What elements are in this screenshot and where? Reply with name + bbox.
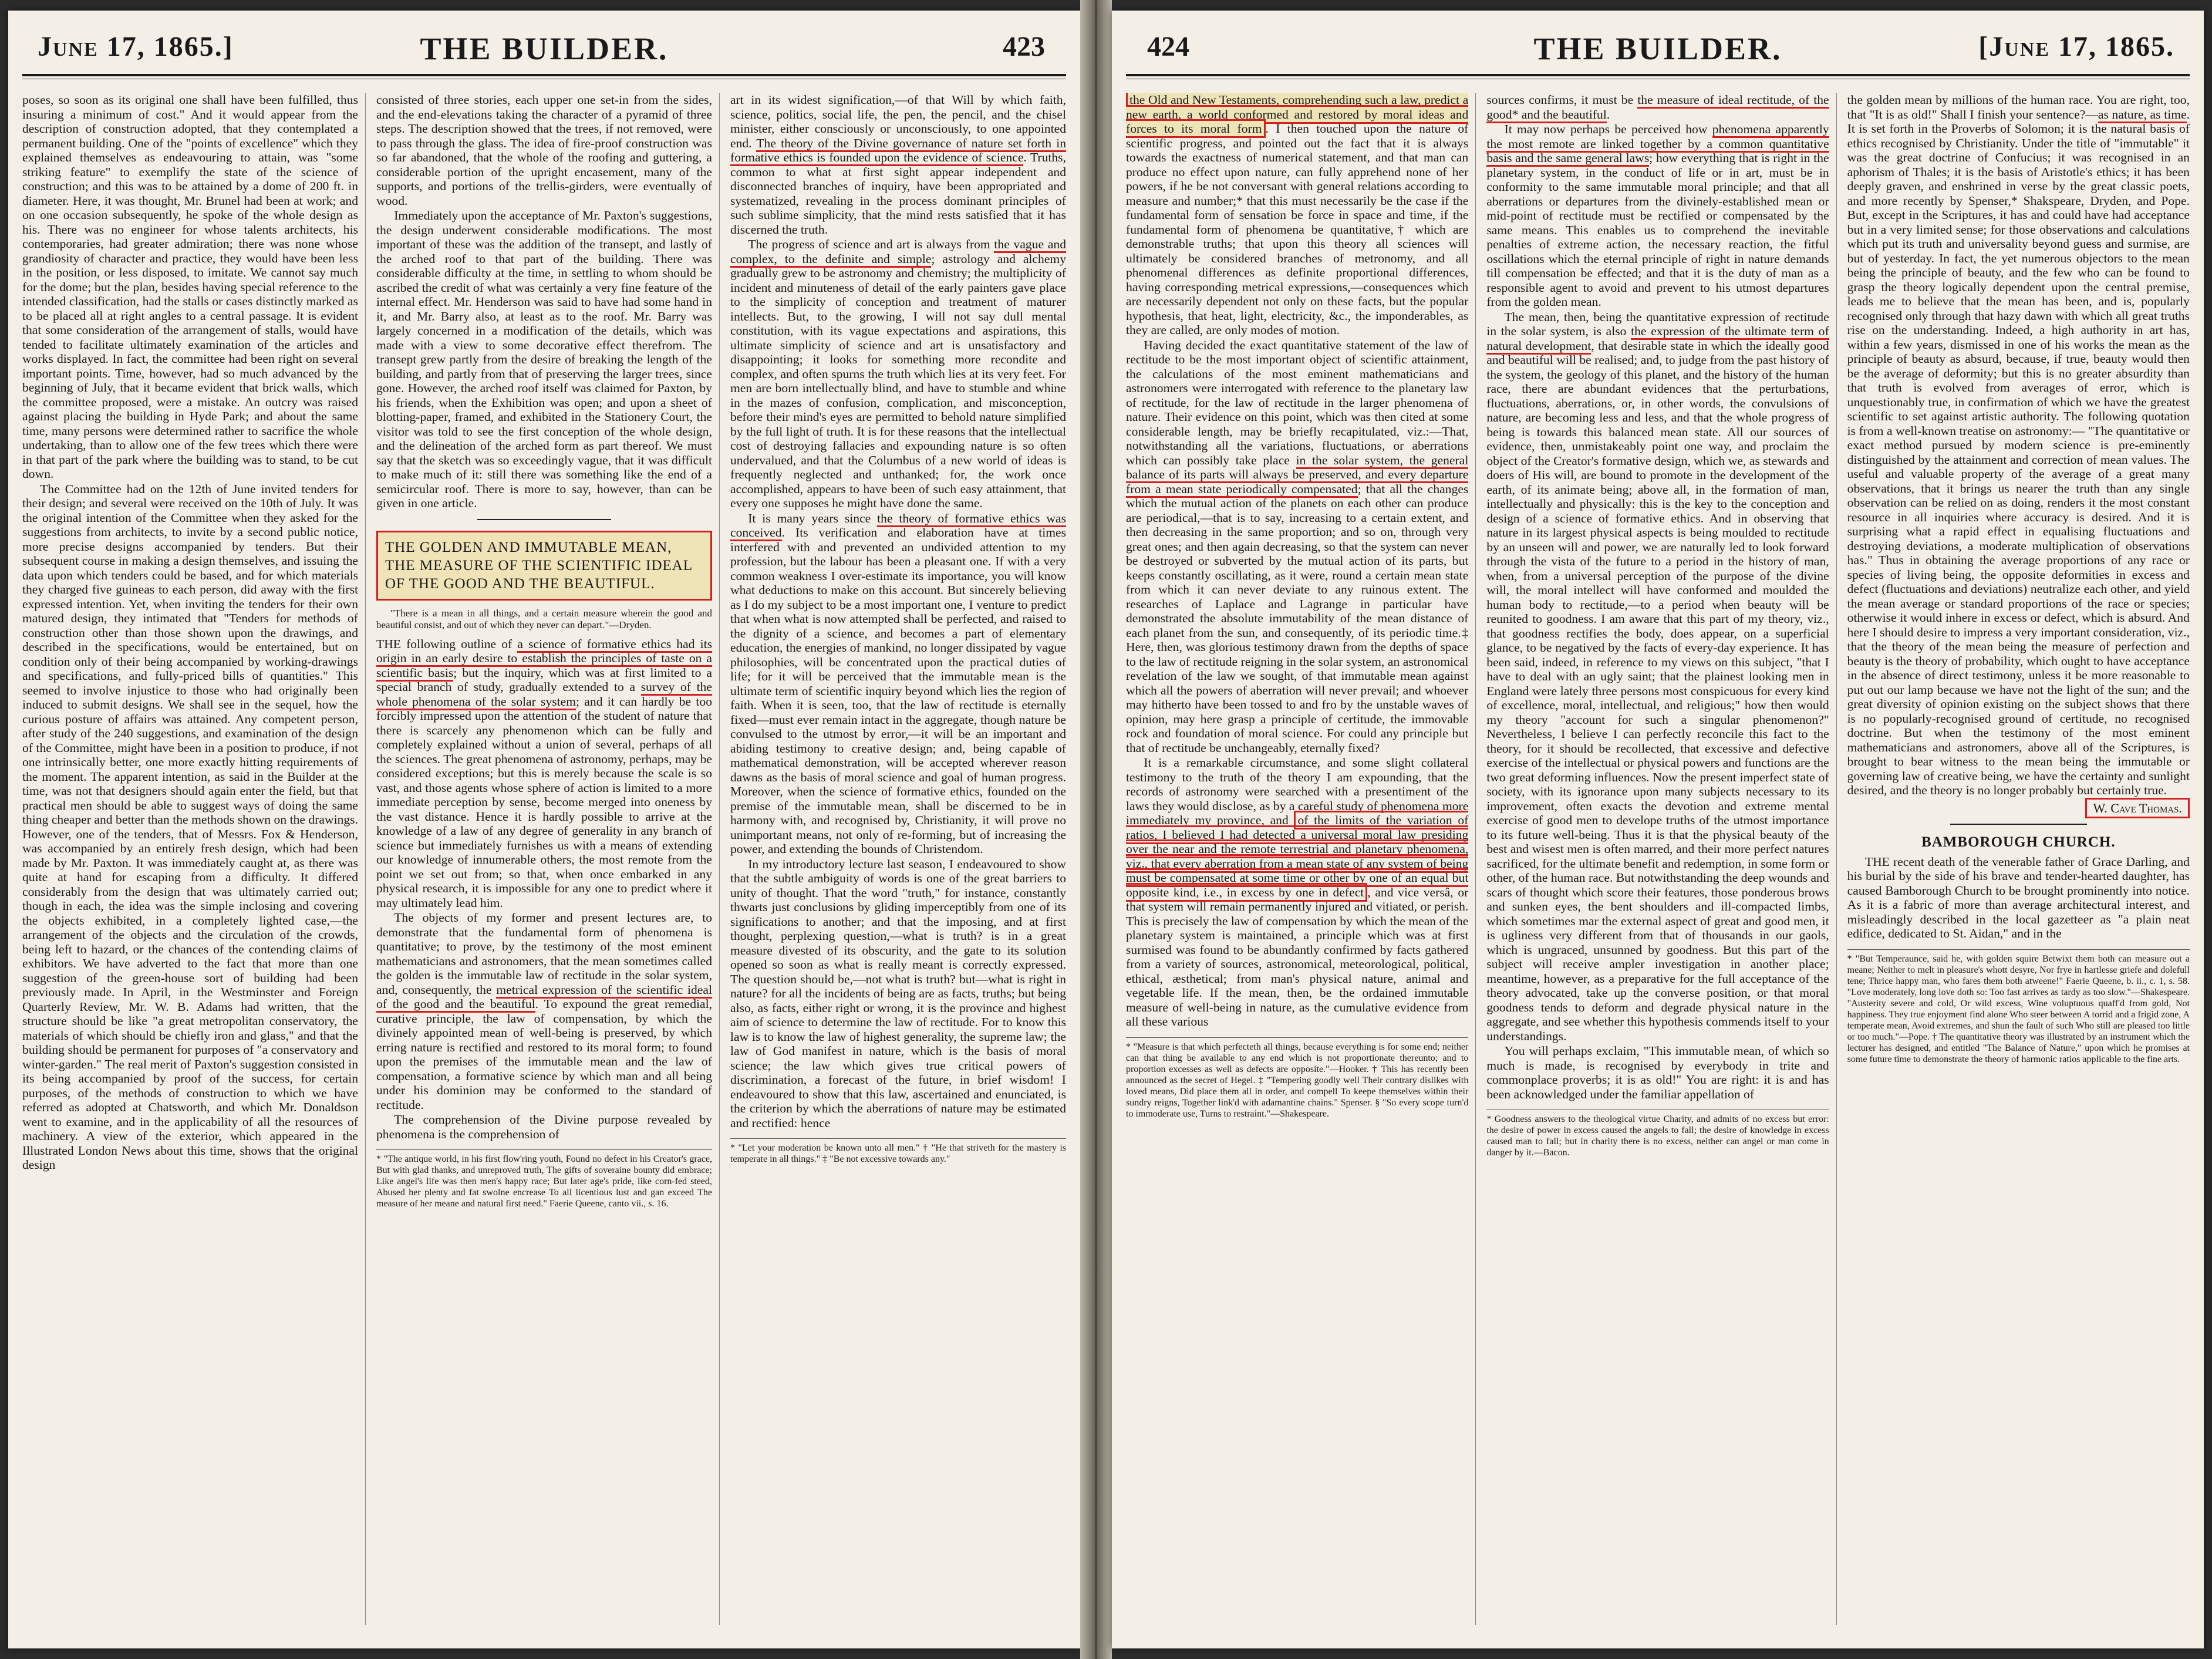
highlight: in the solar system, the general balance of its parts will always be preserved, and every departure from a mean state periodically compensated — [1126, 453, 1468, 498]
highlight: metrical expression of the scientific ideal of the good and the beautiful — [376, 983, 712, 1013]
right-header-rule — [1126, 74, 2190, 76]
paragraph — [1486, 93, 1829, 122]
text: Having decided the exact quantitative statement of the law of rectitude to be the most important object of scientific attainment, the calculations of the most eminent mathematicians and astronomers were interrogated with reference to the planetary law of rectitude, for the law of rectitude in the larger phenomena of nature. Their evidence on this point, which was then cited at some considerable length, may be briefly recapitulated, viz.:—That, notwithstanding all the variations, fluctuations, or aberrations which can possibly take place — [1126, 338, 1469, 467]
left-header-rule — [22, 74, 1066, 76]
right-column-3 — [1847, 93, 2190, 1625]
right-masthead — [1112, 11, 2204, 69]
text: . Its verification and elaboration have at times interfered with and prevented an undivided attention to my profession, but the labour has been a pleasant one. If with a very common weakness I over-estimate its importance, you will know what deductions to make on this account. But sincerely believing as I do my subject to be a most important one, I venture to predict that when what is now attempted shall be perfected, and raised to the dignity of a science, and becomes a part of elementary education, the energies of mankind, no longer dissipated by vague philosophies, will be concentrated upon the practical duties of life; for it will be perceived that the immutable mean is the ultimate term of scientific inquiry beyond which lies the region of faith. When it is seen, too, that the law of rectitude is eternally fixed—must ever remain intact in the aggregate, though nature be convulsed to the utmost by error,—it will be an important and abiding testimony to creative design; and, being capable of mathematical demonstration, will be accepted wherever reason dawns as the basis of moral science and goal of human progress. Moreover, when the science of formative ethics, founded on the premise of the immutable mean, shall be discerned to be in harmony with, and recognised by, Christianity, it will prove no unimportant means, not only of re-forming, but of increasing the power, and extending the bounds of Christendom. — [730, 525, 1066, 856]
separator — [1950, 824, 2087, 825]
text: , that desirable state in which the ideally good and beautiful will be realised; and, to judge from the past history of the system, the geology of this planet, and the history of the human race, there are abundant evidences that the perturbations, fluctuations, aberrations, or, in other words, the convulsions of nature, are becoming less and less, and that the whole progress of being is towards this balanced mean state. All our sources of evidence, then, unmistakeably point one way, and proclaim the object of the Creator's formative design, which we, as stewards and doers of His will, are bound to promote in the development of the earth, of its animate being; above all, in the formation of man, intellectually and physically: this is the key to the conception and design of a science of formative ethics. And in observing that nature in its largest physical aspects is being moulded to rectitude by an unseen will and power, we are naturally led to look forward through the vista of the future to a period in the history of man, when, from a universal perception of the purpose of the divine will, the moral intellect will have conformed and moulded the human body to rectitude,—to a period when beauty will be reunited to goodness. I am aware that this part of my theory, viz., that goodness rectifies the body, does appear, on a superficial glance, to be negatived by the facts of every-day experience. It has been said, indeed, in reference to my views on this subject, "that I have to deal with an ugly saint; that the plainest looking men in England were lately three persons most conspicuous for every kind of excellence, moral, intellectual, and religious;" how then would my theory "account for such a singular phenomenon?" Nevertheless, I believe I can perfectly reconcile this fact to the theory, for it should be recollected, that excessive and defective exercise of the intellectual or physical powers and functions are the two great deforming influences. Now the present imperfect state of society, with its ignorance upon many subjects necessary to its improvement, often exacts the devotion and extreme mental exercise of good men to develope truths of the utmost importance to its future well-being. Thus it is that the physical beauty of the best and wisest men is often marred, and their more perfect natures sacrificed, for the ultimate benefit and redemption, in some form or other, of the human race. But notwithstanding the deep wounds and scars of thought which score their features, those ponderous brows and sunken eyes, the bent shoulders and ill-compacted limbs, which sometimes mar the external aspect of great and good men, it is ugliness very different from that of thousands in our gaols, which is ungraced, unsunned by goodness. But this part of the subject will receive ampler investigation in another place; meantime, however, as a preparative for the full acceptance of the theory advocated, take up the converse position, or that moral goodness tends to deform and degrade physical nature in the aggregate, and see whether this hypothesis commends itself to your understandings. — [1486, 338, 1829, 1043]
text: sources confirms, it must be — [1486, 93, 1638, 107]
right-columns — [1126, 93, 2190, 1625]
paragraph: You will perhaps exclaim, "This immutable mean, of which so much is made, is recognised by everybody in trite and commonplace proverbs; it is as old!" You are right: it is and has been acknowledged under the familiar appellation of — [1486, 1044, 1829, 1101]
left-date: June 17, 1865.] — [38, 31, 234, 62]
footnote: * "Let your moderation be known unto all men." † "He that striveth for the mastery is temperate in all things." ‡ "Be not excessive towards any." — [730, 1138, 1066, 1165]
paragraph — [1847, 93, 2190, 798]
text: It may now perhaps be perceived how — [1504, 122, 1712, 136]
right-column-1 — [1126, 93, 1476, 1625]
second-article-heading: BAMBOROUGH CHURCH. — [1921, 834, 2116, 850]
signature: W. Cave Thomas. — [2085, 798, 2190, 818]
highlight: The theory of the Divine governance of nature set forth in formative ethics is founded upon the evidence of science — [730, 136, 1066, 167]
paragraph — [1126, 756, 1468, 1029]
paragraph: The comprehension of the Divine purpose revealed by phenomena is the comprehension of — [376, 1112, 712, 1141]
left-journal-title: THE BUILDER. — [420, 31, 669, 66]
paragraph — [730, 93, 1066, 237]
right-page — [1112, 11, 2204, 1648]
text: . Truths, common to what at first sight appear independent and disconnected branches of inquiry, have been appropriated and systematized, revealing in the process dominant principles of such sublime simplicity, that the mind rests satisfied that it has discerned the truth. — [730, 150, 1066, 237]
text: the golden mean by millions of the human race. You are right, too, that "It is as old!" Shall I finish your sentence?— — [1847, 93, 2190, 122]
highlight: as nature, as time — [2098, 107, 2187, 123]
text: The objects of my former and present lectures are, to demonstrate that the fundamental form of phenomena is quantitative; to prove, by the testimony of the most eminent mathematicians and astronomers, that the mean sometimes called the golden is the immutable law of rectitude in the solar system, and, consequently, the — [376, 911, 712, 997]
paragraph — [1486, 122, 1829, 309]
right-journal-title: THE BUILDER. — [1533, 31, 1782, 66]
text: The mean, then, being the quantitative expression of rectitude in the solar system, is also — [1486, 309, 1829, 338]
highlight: the vague and complex, to the definite and simple — [730, 237, 1066, 268]
text: . — [1606, 107, 1610, 122]
right-page-number: 424 — [1147, 31, 1189, 62]
footnote: * Goodness answers to the theological virtue Charity, and admits of no excess but error: the desire of power in excess caused the angels to fall; the desire of knowledge in excess caused man to fall; but in charity there is no excess, neither can angel or man come in danger by it.—Bacon. — [1486, 1110, 1829, 1158]
paragraph: THE recent death of the venerable father of Grace Darling, and his burial by the side of his brave and tender-hearted daughter, has caused Bamborough Church to be brought prominently into notice. As it is a fabric of more than average architectural interest, and misleadingly described in the local gazetteer as "a plain neat edifice, dedicated to St. Aidan," and in the — [1847, 854, 2190, 940]
text: art in its widest signification,—of that Will by which faith, science, politics, social life, the pen, the pencil, and the chisel minister, either consciously or unconsciously, to one appointed end. — [730, 93, 1066, 150]
paragraph: In my introductory lecture last season, I endeavoured to show that the subtle ambiguity of words is one of the great barriers to unity of thought. That the word "truth," for instance, constantly thwarts just conclusions by gliding imperceptibly from one of its significations to another; and that the imposing, and at first thought, perplexing question,—what is truth? is in a great measure divested of its obscurity, and the gate to its solution opened so soon as what is really meant is correctly expressed. The question should be,—not what is truth? but—what is right in nature? for all the incidents of being are as facts, truths; but being also, as facts, either right or wrong, it is the province and highest aim of science to determine the law of rectitude. For to know this law is to know the law of highest generality, the supreme law; the law of God manifest in nature, which is the basis of moral science; the law which gives true critical powers of discrimination, a forecast of the future, in brief wisdom! I endeavoured to show that this law, ascertained and enunciated, is the criterion by which the aberrations of nature may be estimated and rectified: hence — [730, 857, 1066, 1130]
boxed-highlight: of the limits of the variation of ratios, I believed I had detected a universal moral law presiding over the near and the remote terrestrial and planetary phenomena, viz., that every aberration from a mean state of any system of being must be compensated at some time or other by one of an equal but opposite kind, i.e., in excess by one in defect — [1126, 811, 1468, 902]
text: . It is set forth in the Proverbs of Solomon; it is the natural basis of ethics recognised by Christianity. Under the title of "immutable" it was the great doctrine of Confucius; it was recognised in an aphorism of Thales; it is the basis of Aristotle's ethics; it has been deeply graven, and enshrined in verse by the great classic poets, and more recently by Spenser,* Shakspeare, Dryden, and Pope. But, except in the Scriptures, it has and could have had acceptance but in a very limited sense; for those observations and calculations which put its truth and universality beyond guess and surmise, are but of yesterday. In fact, the yet numerous objectors to the mean being the principle of beauty, and the few who can be found to grasp the theory logically dependent upon the central premise, leads me to believe that the mean has been, and is, popularly recognised only through that hazy dawn with which all great truths rise on the understanding. Indeed, a high authority in art has, within a few years, dismissed in one of his works the mean as the principle of beauty as absurd, because, if true, beauty would then be the average of deformity; but this is no greater absurdity than that truth is evolved from averages of error, which is unquestionably true, in confirmation of which we have the greatest scientific to set against artistic authority. The following quotation is from a well-known treatise on astronomy:— "The quantitative or exact method pursued by modern science is pre-eminently distinguished by the attainment and correction of mean values. The useful and valuable property of the average of a great many observations, that it brings us nearer the truth than any single observation can be relied on as doing, renders it the most constant resource in all inquiries where accuracy is desired. And it is surprising what a rapid effect in equalising fluctuations and destroying deviations, a moderate multiplication of observations has." Thus in obtaining the average proportions of any race or species of living being, the opposite deformities in excess and defect (fluctuations and deviations) neutralize each other, and yield the mean average or standard proportions of the race or species; otherwise it would inhere in excess or defect, which is absurd. And here I should desire to impress a very important consideration, viz., that the theory of the mean being the measure of perfection and beauty is the theory of probability, which ought to have acceptance in the absence of direct testimony, unless it be more reasonable to put out our lamp because we have not the light of the sun; and the great diversity of opinion existing on the subject shows that there is no popularly-recognised ground of certitude, no recognised doctrine. But when the testimony of the most eminent mathematicians and astronomers, above all of the Scriptures, is brought to bear witness to the mean being the immutable or governing law of creative being, we have the certainty and sunlight desired, and the theory is no longer probably but certainly true. — [1847, 107, 2190, 797]
left-column-2 — [376, 93, 720, 1625]
boxed-highlight: the Old and New Testaments, comprehending such a law, predict a new earth, a world conformed and restored by moral ideas and forces to its moral form — [1126, 93, 1468, 138]
paragraph: consisted of three stories, each upper one set-in from the sides, and the end-elevations taking the character of a pyramid of three steps. The description showed that the trees, if not removed, were to pass through the glass. The idea of fire-proof construction was so far abandoned, that the whole of the roofing and guttering, a considerable portion of the upright encasement, many of the supports, and portions of the trellis-girders, were eventually of wood. — [376, 93, 712, 208]
left-masthead — [8, 11, 1080, 69]
paragraph — [1486, 310, 1829, 1044]
text: ; how everything that is right in the planetary system, in the conduct of life or in art, must be in conformity to the same immutable moral principle; and that all aberrations or departures from the divinely-established mean or mid-point of rectitude must be rectified or compensated by the same means. This enables us to comprehend the inevitable penalties of extreme action, the necessary reaction, the fitful oscillations which the eternal principle of right in nature demands till compensation be effected; and that it is the duty of man as a responsible agent to avoid and prevent to his utmost departures from the golden mean. — [1486, 151, 1829, 309]
left-page — [8, 11, 1080, 1648]
left-column-3 — [730, 93, 1066, 1625]
text: ; and it can hardly be too forcibly impressed upon the attention of the student of nature that there is scarcely any phenomenon which can be fully and completely explained without a union of several, perhaps of all the sciences. The great phenomena of astronomy, perhaps, may be considered exceptions; but this is merely because the scale is so vast, and those agents whose sphere of action is limited to a more immediate perception by sense, become merged into oneness by the vast distance. Hence it is hardly possible to arrive at the knowledge of a law of any degree of generality in any branch of science but immediately furnishes us with a means of extending our knowledge of innumerable others, the most remote from the point we set out from; so that, when once embarked in any physical research, it is impossible for any one to predict where it may ultimately lead him. — [376, 694, 712, 910]
paragraph: Immediately upon the acceptance of Mr. Paxton's suggestions, the design underwent considerable modifications. The most important of these was the addition of the transept, and lastly of the arched roof to that part of the building. There was considerable difficulty at the time, in settling to whom should be ascribed the credit of what was certainly a very fine feature of the internal effect. Mr. Henderson was said to have had some hand in it, and Mr. Barry also, at least as to the roof. Mr. Barry was largely concerned in a modification of the details, which was made with a view to some decorative effect therefrom. The transept grew partly from the desire of breaking the length of the building, and partly from that of preserving the larger trees, since gone. However, the arched roof itself was claimed for Paxton, by his friends, when the Exhibition was open; and upon a sheet of blotting-paper, framed, and exhibited in the Stationery Court, the visitor was told to see the first conception of the whole design, and the delineation of the arched form as part thereof. We must say that the sketch was so exceedingly vague, that it was difficult to make much of it: still there was something like the end of a semicircular roof. There is more to say, however, than can be given in one article. — [376, 208, 712, 510]
paragraph — [730, 511, 1066, 857]
paragraph — [376, 637, 712, 911]
text: It is a remarkable circumstance, and some slight collateral testimony to the truth of the theory I am expounding, that the records of astronomy were searched with a presentiment of the laws they would disclose, as by a careful study of phenomena more immediately my province, and — [1126, 756, 1469, 827]
text: ; but the inquiry, which was at first limited to a special branch of study, gradually extended to a — [376, 665, 713, 694]
highlight: survey of the whole phenomena of the solar system — [376, 680, 712, 710]
paragraph: poses, so soon as its original one shall have been fulfilled, thus insuring a minimum of cost." And it would appear from the description of construction adopted, that they contemplated a permanent building. One of the "points of excellence" which they explained themselves as endeavouring to attain, was "some striking feature" to exemplify the state of the science of construction; and this was to be attained by a dome of 200 ft. in diameter. Here, it was thought, Mr. Brunel had been at work; and on one occasion subsequently, he spoke of the whole design as his. There was no engineer for whose talents architects, his contemporaries, had greater admiration; there was none whose grandiosity of character and practice, they would have been less in the position, or less disposed, to imitate. We cannot say much for the dome; but the plan, besides having special reference to the intended classification, had the stalls or cases distinctly marked as to be placed all at right angles to a central passage. It is evident that some consideration of the arrangement of stalls, would have tended to facilitate ultimately examination of the articles and works displayed. In fact, the committee had been right on several important points. Time, however, had so much advanced by the beginning of July, that it became evident that brick walls, which the committee proposed, were a mistake. An outcry was raised against placing the building in Hyde Park; and about the same time, many persons were determined rather to sacrifice the whole undertaking, than to allow one of the few trees which there were in that part of the park where the building was to stand, to be cut down. — [22, 93, 358, 481]
text: . To expound the great remedial, curative principle, the law of compensation, by which the divinely appointed mean of well-being is preserved, by which erring nature is rectified and restored to its moral form; to found upon the premises of the immutable mean and the law of compensation, a formative science by which man and all being under his dominion may be conformed to the standard of rectitude. — [376, 997, 712, 1112]
highlight: a science of formative ethics had its origin in an early desire to establish the principles of taste on a scientific basis — [376, 637, 712, 682]
left-column-1 — [22, 93, 366, 1625]
text: ; that all the changes which the mutual action of the planets on each other can produce are periodical,—that is to say, increasing to a certain extent, and then decreasing in the same proportion; and so on, through very great ones; and then again decreasing, so that the system can never be destroyed or subverted by the mutual action of its parts, but keeps constantly oscillating, as it were, round a certain mean state from which it can never deviate to any ruinous extent. The researches of Laplace and Lagrange in particular have demonstrated the absolute immutability of the mean distance of each planet from the sun, and consequently, of its periodic time.‡ Here, then, was glorious testimony drawn from the depths of space to the law of rectitude reigning in the solar system, an astronomical revelation of the law we sought, of that immutable mean against which all the powers of aberration will never prevail; and whoever may hitherto have been tossed to and fro by the unstable waves of opinion, may here grasp a principle of certitude, the immovable rock and foundation of moral science. For could any principle but that of rectitude be unchangeably, eternally fixed? — [1126, 481, 1469, 755]
text: , and vice versâ, or that system will remain permanently injured and vitiated, or perish. This is precisely the law of compensation by which the mean of the planetary system is maintained, a principle which was at first surmised was found to be abundantly confirmed by facts gathered from a variety of sources, astronomical, meteorological, political, ethical, æsthetical; from man's physical nature, animal and vegetable life. If the mean, then, be the ordained immutable measure of well-being in nature, as the cumulative evidence from all these various — [1126, 885, 1469, 1029]
right-date: [June 17, 1865. — [1978, 31, 2174, 62]
article-motto: "There is a mean in all things, and a certain measure wherein the good and beautiful consist, and out of which they never can depart."—Dryden. — [376, 607, 712, 630]
paragraph — [376, 911, 712, 1112]
separator — [477, 519, 612, 520]
left-page-number: 423 — [1003, 31, 1045, 62]
footnote: * "Measure is that which perfecteth all things, because everything is for some end; neither can that thing be available to any end which is not proportionate thereunto; and to proportion excesses as well as defects are opposite."—Hooker. † This has recently been announced as the secret of Hegel. ‡ "Tempering goodly well Their contrary dislikes with loved means, Did place them all in order, and compell To keepe themselves within their sundry reigns, Together link'd with adamantine chains." Spenser. § "So every scope turn'd to immoderate use, Turns to restraint."—Shakespeare. — [1126, 1037, 1468, 1120]
left-columns — [22, 93, 1066, 1625]
paragraph — [1126, 93, 1468, 338]
highlight: the theory of formative ethics was conceived — [730, 511, 1066, 542]
highlight: the expression of the ultimate term of natural development — [1486, 324, 1829, 355]
text: THE following outline of — [376, 636, 518, 651]
text: . I then touched upon the nature of scientific progress, and pointed out the fact that it is always towards the exactness of numerical statement, and that man can produce no effect upon nature, can fully apprehend none of her powers, if he be not conversant with general relations according to measure and number;* that this must necessarily be the case if the fundamental form of sensation be force in space and time, if the fundamental form of phenomena be quantitative,† which are demonstrable truths; that upon this theory all sciences will ultimately be considered branches of metronomy, and all phenomenal differences as definite proportional differences, having corresponding metrical expressions,—consequences which are necessarily dependent not only on these facts, but the popular hypothesis, that heat, light, electricity, &c., the imponderables, as they are called, are only modes of motion. — [1126, 122, 1469, 337]
signature-line — [1847, 801, 2190, 816]
paragraph — [730, 237, 1066, 511]
text: The progress of science and art is always from — [748, 237, 994, 251]
footnote: * "The antique world, in his first flow'ring youth, Found no defect in his Creator's grace, But with glad thanks, and unreproved truth, The gifts of soveraine bounty did embrace; Like angel's life was then men's happy race; But later age's pride, like corn-fed steed, Abused her plenty and fat swolne encrease To all licentious lust and gan exceed The measure of her meane and natural first need." Faerie Queene, canto vii., s. 16. — [376, 1149, 712, 1209]
footnote: * "But Temperaunce, said he, with golden squire Betwixt them both can measure out a meane; Neither to melt in pleasure's whott desyre, Nor frye in hartlesse griefe and dolefull tene; Thrice happy man, who fares them both atweene!" Faerie Queene, b. ii., c. 1, s. 58. "Love moderately, long love doth so: Too fast arrives as tardy as too slow."—Shakespeare. "Austerity severe and cold, Or wild excess, Wine voluptuous quaff'd from gold, Not happiness. They true enjoyment find alone Who steer between A torrid and a frigid zone, A temperate mean, Avoid extremes, and shun the fault of such Who still are pleased too little or too much."—Pope. † The quantitative theory was illustrated by an instrument which the lecturer has designed, and entitled "The Balance of Nature," upon which he promises at some future time to demonstrate the theory of harmonic ratios applicable to the fine arts. — [1847, 949, 2190, 1065]
paragraph — [1126, 338, 1468, 756]
highlight: the measure of ideal rectitude, of the good* and the beautiful — [1486, 93, 1829, 123]
text: It is many years since — [748, 511, 878, 525]
article-heading: THE GOLDEN AND IMMUTABLE MEAN, THE MEASURE OF THE SCIENTIFIC IDEAL OF THE GOOD AND THE BEAUTIFUL. — [376, 531, 712, 601]
highlight: phenomena apparently the most remote are linked together by a common quantitative basis and the same general laws — [1486, 122, 1829, 167]
paragraph: The Committee had on the 12th of June invited tenders for their design; and several were received on the 10th of July. It was the original intention of the Committee when they asked for the suggestions from architects, to invite by a second public notice, more precise designs accompanied by tenders. But their subsequent course in making a design themselves, and issuing the data upon which tenders could be based, and for which materials they charged five guineas to each person, did away with the first expressed intention. Yet, when inviting the tenders for their own matured design, they intimated that "Tenders for methods of construction other than those shown upon the drawings, and described in the specifications, would be entertained, but on condition only of their being accompanied by working-drawings and specifications, and fully-priced bills of quantities." This seemed to involve injustice to those who had originally been induced to submit designs. We shall see in the sequel, how the curious posture of affairs was attained. Any competent person, after study of the 240 suggestions, and examination of the design of the Committee, might have been in a position to produce, if not one intrinsically better, one more exactly hitting requirements of the moment. The apparent intention, as said in the Builder at the time, was not that designers should again enter the field, but that practical men should be able to suggest ways of doing the same thing cheaper and better than the methods shown on the drawings. However, one of the tenders, that of Messrs. Fox & Henderson, was accompanied by an entirely fresh design, which had been made by Mr. Paxton. It was immediately caught at, as there was quite at hand for escaping from a difficulty. It differed considerably from the design that was ultimately carried out; though in each, the idea was the simple inclosing and covering the objects exhibited, in a completely lighted case,—the arrangement of the objects and the circulation of the crowds, being left to hazard, or the chances of the contending claims of exhibitors. We have adverted to the fact that more than one suggestion of the green-house sort of building had been previously made. In April, in the Westminster and Foreign Quarterly Review, Mr. W. B. Adams had written, that the structure should be like "a great metropolitan conservatory, the materials of which should be chiefly iron and glass," and that the building should be permanent for purposes of "a conservatory and winter-garden." The real merit of Paxton's suggestion consisted in its being accompanied by proof of the success, for certain purposes, of the methods of construction to which we have referred as adopted at Chatsworth, and which Mr. Donaldson went to examine, and in the applicability of all the resources of machinery. A view of the exterior, which appeared in the Illustrated London News about this time, shows that the original design — [22, 481, 358, 1172]
right-column-2 — [1486, 93, 1836, 1625]
text: ; astrology and alchemy gradually grew to be astronomy and chemistry; the multiplicity of incident and minuteness of detail of the early painters gave place to the simplicity of conception and treatment of maturer intellects. But, to the growing, I will not say dull mental constitution, with its vague expectations and aspirations, this ultimate simplicity of science and art is unsatisfactory and disappointing; it looks for something more recondite and complex, and often spurns the truth which lies at its very feet. For men are born intellectually blind, and have to stumble and whine in the mazes of confusion, complication, and misconception, before their mind's eyes are permitted to behold nature simplified by the full light of truth. It is for these reasons that the intellectual cost of destroying fallacies and expounding nature is so often undervalued, and that the Columbus of a new world of ideas is frequently neglected and unthanked; for, the work once accomplished, appears to have been of such easy attainment, that every one supposes he might have done the same. — [730, 251, 1066, 510]
book-gutter — [1080, 0, 1112, 1659]
